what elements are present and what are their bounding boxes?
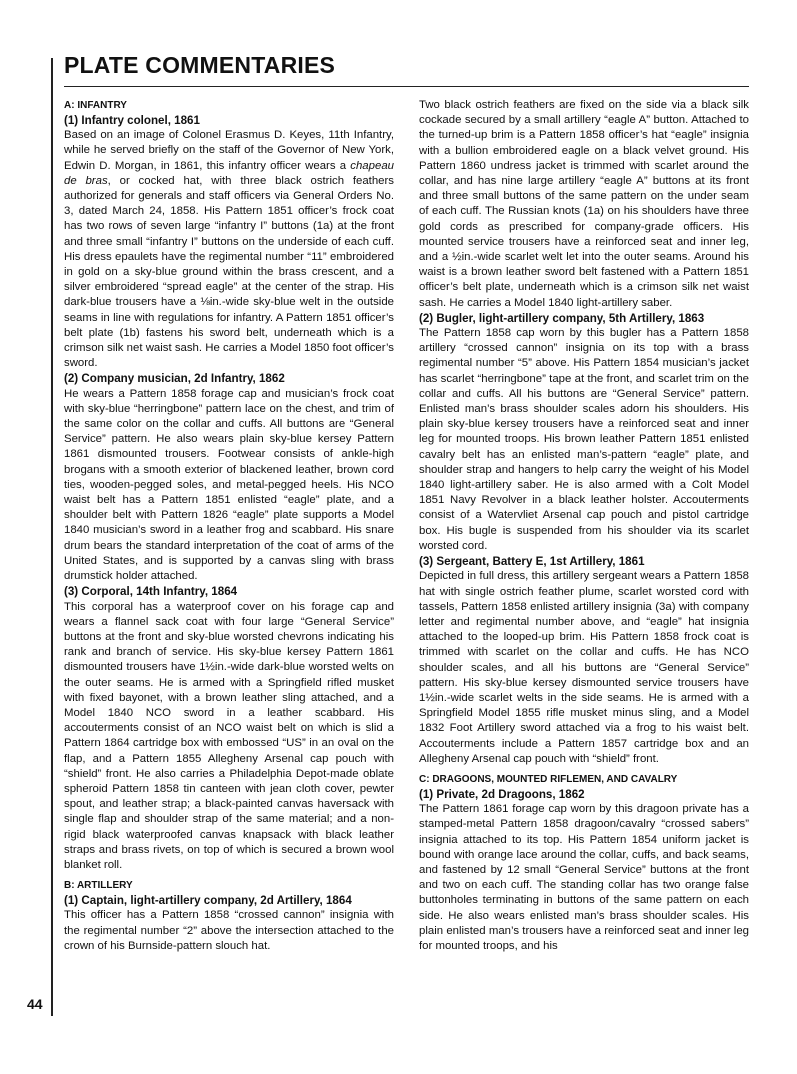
paragraph-bugler: The Pattern 1858 cap worn by this bugler has a Pattern 1858 artillery “crossed cannon” insignia on its top with a brass regimental number “5” above. His Pattern 1854 musician’s jacket has scarlet “herringbone” tape at the front, and scarlet trim on the collar and cuffs. All his buttons are “General Service” pattern. Enlisted man’s brass shoulder scales adorn his shoulders. His plain sky-blue kersey trousers have a reinforced seat and inner leg for mounted troops. His brown leather Pattern 1851 enlisted cavalry belt has an enlisted man’s-pattern “eagle” plate, and shoulder strap and hangers to help carry the weight of his Model 1840 light-artillery saber. He is also armed with a Colt Model 1851 Navy Revolver in a black leather holster. Accouterments consist of a Watervliet Arsenal cap pouch and pistol cartridge box. His bugle is suspended from his shoulder via its scarlet worsted cord.: [419, 327, 749, 552]
paragraph-artillery-captain: This officer has a Pattern 1858 “crossed cannon” insignia with the regimental number “2” above the intersection attached to the crown of his Burnside-pattern slouch hat.: [64, 909, 394, 952]
subheading-sergeant: (3) Sergeant, Battery E, 1st Artillery, 1861: [419, 555, 645, 569]
paragraph-company-musician: He wears a Pattern 1858 forage cap and musician’s frock coat with sky-blue “herringbone” pattern lace on the chest, and trim of the same color on the collar and cuffs. All buttons are “General Service” pattern. He also wears plain sky-blue kersey Pattern 1861 dismounted trousers. Footwear consists of ankle-high brogans with a smooth exterior of blackened leather, brown cord ties, wooden-pegged soles, and metal-pegged heels. His NCO waist belt has a Pattern 1851 enlisted “eagle” plate, and a shoulder belt with Pattern 1826 “eagle” plate supports a Model 1840 musician’s sword in a leather frog and scabbard. His snare drum bears the standard interpretation of the coat of arms of the United States, and is supported by a canvas sling with brass drumstick holder attached.: [64, 387, 394, 583]
subheading-corporal: (3) Corporal, 14th Infantry, 1864: [64, 585, 238, 599]
paragraph-infantry-colonel: Based on an image of Colonel Erasmus D. Keyes, 11th Infantry, while he served briefly on the staff of the Governor of New York, Edwin D. Morgan, in 1861, this infantry officer wears a chapeau de bras, or cocked hat, with three black ostrich feathers authorized for generals and staff officers via General Orders No. 3, dated March 24, 1858. His Pattern 1851 officer’s frock coat has two rows of seven large “infantry I” buttons (1a) at the front and three small “infantry I” buttons on the underside of each cuff. His dress epaulets have the regimental number “11” embroidered in gold on a sky-blue ground within the brass crescent, and a silver embroidered “spread eagle” at the center of the strap. His dark-blue trousers have a ⅛in.-wide sky-blue welt in the outside seams in line with regulations for infantry. A Pattern 1851 officer’s belt plate (1b) fastens his sword belt, underneath which is a crimson silk net waist sash. He carries a Model 1850 foot officer’s sword.: [64, 129, 394, 370]
section-heading-artillery: B: ARTILLERY: [64, 880, 133, 892]
left-margin-rule: [51, 58, 53, 1016]
right-column: [419, 98, 749, 954]
paragraph-artillery-captain-cont: Two black ostrich feathers are fixed on the side via a black silk cockade secured by a small artillery “eagle A” button. Attached to the turned-up brim is a Pattern 1858 officer’s hat “eagle” insignia with a bullion embroidered eagle on a black velvet ground. His Pattern 1860 undress jacket is trimmed with scarlet around the collar, and has nine large artillery “eagle A” buttons at its front and three small buttons of the same pattern on the under seam of each cuff. The Russian knots (1a) on his shoulders have three gold cords as prescribed for company-grade officers. His mounted service trousers have a reinforced seat and inner leg, and a ½in.-wide scarlet welt let into the outer seams. Around his waist is a brown leather sword belt fastened with a Pattern 1851 officer’s belt plate, underneath which is a crimson silk net waist sash. He carries a Model 1840 light-artillery saber.: [419, 99, 749, 309]
page-number: 44: [27, 996, 43, 1012]
subheading-artillery-captain: (1) Captain, light-artillery company, 2d Artillery, 1864: [64, 894, 352, 908]
section-heading-cavalry: C: DRAGOONS, MOUNTED RIFLEMEN, AND CAVALRY: [419, 773, 678, 785]
subheading-dragoon-private: (1) Private, 2d Dragoons, 1862: [419, 787, 585, 801]
paragraph-dragoon-private: The Pattern 1861 forage cap worn by this dragoon private has a stamped-metal Pattern 1858 dragoon/cavalry “crossed sabers” insignia attached to its top. His Pattern 1854 uniform jacket is bound with orange lace around the collar, cuffs, and back seams, and fastened by 12 small “General Service” buttons at the front and two on each cuff. The standing collar has two orange false buttonholes terminating in buttons of the same pattern on each side. He also wears enlisted man’s brass shoulder scales. His plain enlisted man’s trousers have a reinforced seat and inner leg for mounted troops, and his: [419, 803, 749, 952]
page-title: PLATE COMMENTARIES: [64, 52, 336, 78]
left-column: [64, 98, 394, 954]
paragraph-sergeant: Depicted in full dress, this artillery sergeant wears a Pattern 1858 hat with single ostrich feather plume, scarlet worsted cord with tassels, Pattern 1858 enlisted artillery insignia (3a) with company letter and regimental number above, and “eagle” hat insignia attached to the looped-up brim. His Pattern 1858 frock coat is trimmed with scarlet on the collar and cuffs. He has NCO shoulder scales, and all his buttons are “General Service” pattern. His sky-blue kersey dismounted service trousers have 1½in.-wide scarlet welts in the side seams. He is armed with a Springfield Model 1855 rifle musket minus sling, and a Model 1832 Foot Artillery sword attached via a frog to his waist belt. Accouterments include a Pattern 1857 cartridge box and an Allegheny Arsenal cap pouch with “shield” front.: [419, 570, 749, 765]
section-heading-infantry: A: INFANTRY: [64, 100, 127, 111]
italic-term: chapeau de bras: [64, 159, 394, 187]
subheading-infantry-colonel: (1) Infantry colonel, 1861: [64, 114, 200, 127]
paragraph-corporal: This corporal has a waterproof cover on his forage cap and wears a flannel sack coat with four large “General Service” buttons at the front and sky-blue worsted chevrons indicating his rank and branch of service. His sky-blue kersey Pattern 1861 dismounted trousers have 1½in.-wide dark-blue worsted welts on the outer seams. He is armed with a Springfield rifled musket with fixed bayonet, with a brown leather sling attached, and a Model 1840 NCO sword in a leather scabbard. His accouterments consist of an NCO waist belt on which is slid a Pattern 1864 cartridge box with embossed “US” in an oval on the flap, and a Pattern 1855 Allegheny Arsenal cap pouch with “shield” front. He also carries a Philadelphia Depot-made oblate spheroid Pattern 1858 tin canteen with jean cloth cover, pewter spout, and leather strap; a black-painted canvas haversack with single flap and shoulder strap of the same material; and a non-rigid black waterproofed canvas knapsack with black leather straps and brass rivets, on top of which is secured a brown wool blanket roll.: [64, 600, 394, 871]
subheading-bugler: (2) Bugler, light-artillery company, 5th Artillery, 1863: [419, 311, 705, 325]
subheading-company-musician: (2) Company musician, 2d Infantry, 1862: [64, 372, 285, 386]
title-rule: [64, 86, 749, 87]
